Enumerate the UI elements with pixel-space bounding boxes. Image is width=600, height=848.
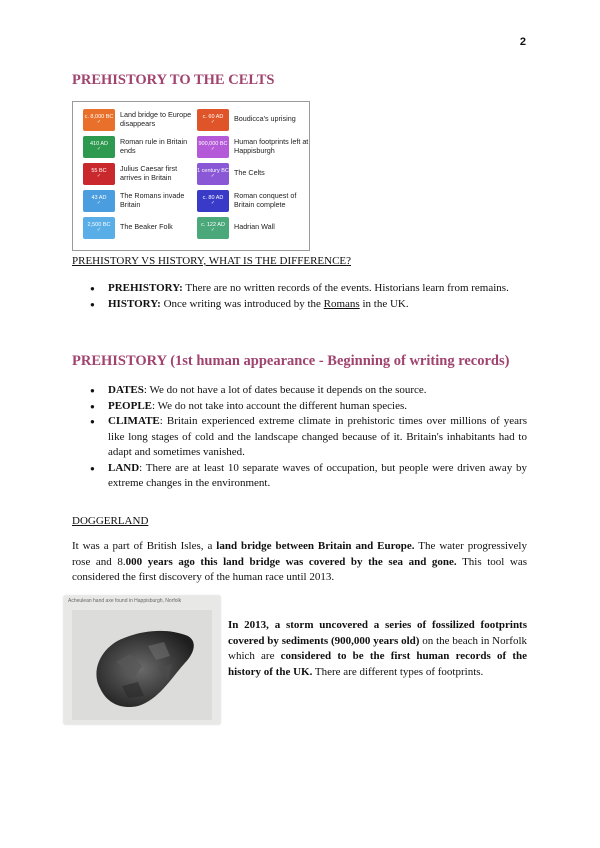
timeline-item (197, 216, 309, 239)
check-icon: ✓ (210, 145, 216, 152)
date-badge (197, 109, 229, 131)
list-item (90, 399, 527, 415)
text: on the beach in Norfolk which are (228, 634, 527, 662)
check-icon: ✓ (96, 118, 102, 125)
bold-text: In 2013, a storm uncovered a series of fossilized footprints covered by sediments (900,000 years old) (228, 619, 527, 647)
bold-text: considered to be the first human records of the history of the UK. (228, 650, 527, 678)
date-label: c. 8,000 BC (84, 113, 114, 120)
check-icon: ✓ (210, 172, 216, 179)
timeline-item (197, 189, 309, 212)
subheading-prehistory-vs-history: PREHISTORY VS HISTORY, WHAT IS THE DIFFERENCE? (72, 255, 352, 267)
timeline-right-column (197, 108, 309, 243)
list-item (90, 297, 527, 313)
date-label: 410 AD (89, 140, 109, 147)
date-label: 2,500 BC (87, 221, 111, 228)
event-label: Land bridge to Europe disappears (120, 110, 192, 128)
timeline-item (197, 162, 309, 185)
timeline-graphic (72, 101, 310, 251)
photo-caption: Acheulean hand axe found in Happisburgh, Norfolk (68, 598, 182, 604)
heading-prehistory-to-celts: PREHISTORY TO THE CELTS (72, 72, 275, 88)
prehistory-list (90, 383, 527, 492)
item-text: There are no written records of the events. Historians learn from remains. (182, 282, 509, 294)
bold-text: 000 years ago this land bridge was covered by the sea and gone. (125, 555, 457, 568)
item-label: HISTORY: (108, 297, 161, 310)
romans-link[interactable]: Romans (323, 297, 360, 310)
heading-prehistory: PREHISTORY (1st human appearance - Beginning of writing records) (72, 353, 510, 369)
date-badge (197, 190, 229, 212)
date-badge (83, 190, 115, 212)
timeline-item (83, 189, 195, 212)
item-text: in the UK. (359, 297, 409, 310)
date-label: 1 century BC (197, 167, 229, 174)
item-text: : There are at least 10 separate waves of occupation, but people were driven away by extreme changes in the environment. (108, 461, 527, 489)
date-label: 43 AD (91, 194, 107, 201)
check-icon: ✓ (210, 118, 216, 125)
check-icon: ✓ (96, 145, 102, 152)
timeline-item (83, 216, 195, 239)
date-badge (197, 163, 229, 185)
event-label: Hadrian Wall (234, 222, 275, 232)
text: This tool was considered the first discovery of the human race until 2013. (72, 555, 527, 583)
timeline-item (83, 162, 195, 185)
timeline-item (83, 135, 195, 158)
item-text: Once writing was introduced by the (160, 297, 324, 310)
date-label: 55 BC (91, 167, 107, 174)
difference-list (90, 281, 527, 312)
page-number: 2 (519, 36, 526, 48)
event-label: The Romans invade Britain (120, 191, 185, 209)
timeline-item (197, 108, 309, 131)
date-badge (197, 136, 229, 158)
item-text: : We do not take into account the different human species. (152, 399, 408, 412)
timeline-item (197, 135, 309, 158)
item-label: DATES (108, 384, 144, 396)
check-icon: ✓ (96, 199, 102, 206)
list-item (90, 281, 527, 297)
item-text: : Britain experienced extreme climate in prehistoric times over millions of years like long stages of cold and the landscape changed because of it. Britain's inhabitants had to adapt and sometimes vanished. (108, 415, 527, 458)
date-badge (83, 163, 115, 185)
date-badge (197, 217, 229, 239)
check-icon: ✓ (210, 226, 216, 233)
event-label: The Celts (234, 168, 265, 178)
bold-text: land bridge between Britain and Europe. (216, 540, 415, 552)
event-label: Roman rule in Britain ends (120, 137, 188, 155)
timeline-item (83, 108, 195, 131)
list-item (90, 414, 527, 461)
subheading-doggerland: DOGGERLAND (72, 515, 149, 527)
event-label: Boudicca's uprising (234, 114, 296, 124)
event-label: Julius Caesar first arrives in Britain (120, 164, 178, 182)
text: It was a part of British Isles, a (72, 540, 217, 552)
date-badge (83, 217, 115, 239)
date-label: c. 60 AD (202, 113, 224, 120)
date-badge (83, 136, 115, 158)
item-label: LAND (108, 461, 140, 474)
item-label: CLIMATE (108, 415, 160, 427)
date-label: c. 122 AD (201, 221, 225, 228)
event-label: Roman conquest of Britain complete (234, 191, 297, 209)
list-item (90, 383, 527, 399)
hand-axe-photo (64, 596, 220, 724)
event-label: The Beaker Folk (120, 222, 173, 232)
timeline-left-column (83, 108, 195, 243)
text: There are different types of footprints. (312, 665, 484, 678)
item-label: PEOPLE (108, 399, 153, 412)
date-label: 900,000 BC (198, 140, 228, 147)
check-icon: ✓ (96, 226, 102, 233)
date-badge (83, 109, 115, 131)
text: The water progressively rose and 8. (72, 540, 527, 568)
footprints-paragraph (228, 618, 527, 680)
hand-axe-image (72, 610, 212, 720)
date-label: c. 80 AD (202, 194, 224, 201)
doggerland-paragraph (72, 539, 527, 586)
event-label: Human footprints left at Happisburgh (234, 137, 309, 155)
item-label: PREHISTORY: (108, 282, 183, 294)
list-item (90, 461, 527, 492)
item-text: : We do not have a lot of dates because it depends on the source. (143, 384, 427, 396)
check-icon: ✓ (96, 172, 102, 179)
check-icon: ✓ (210, 199, 216, 206)
